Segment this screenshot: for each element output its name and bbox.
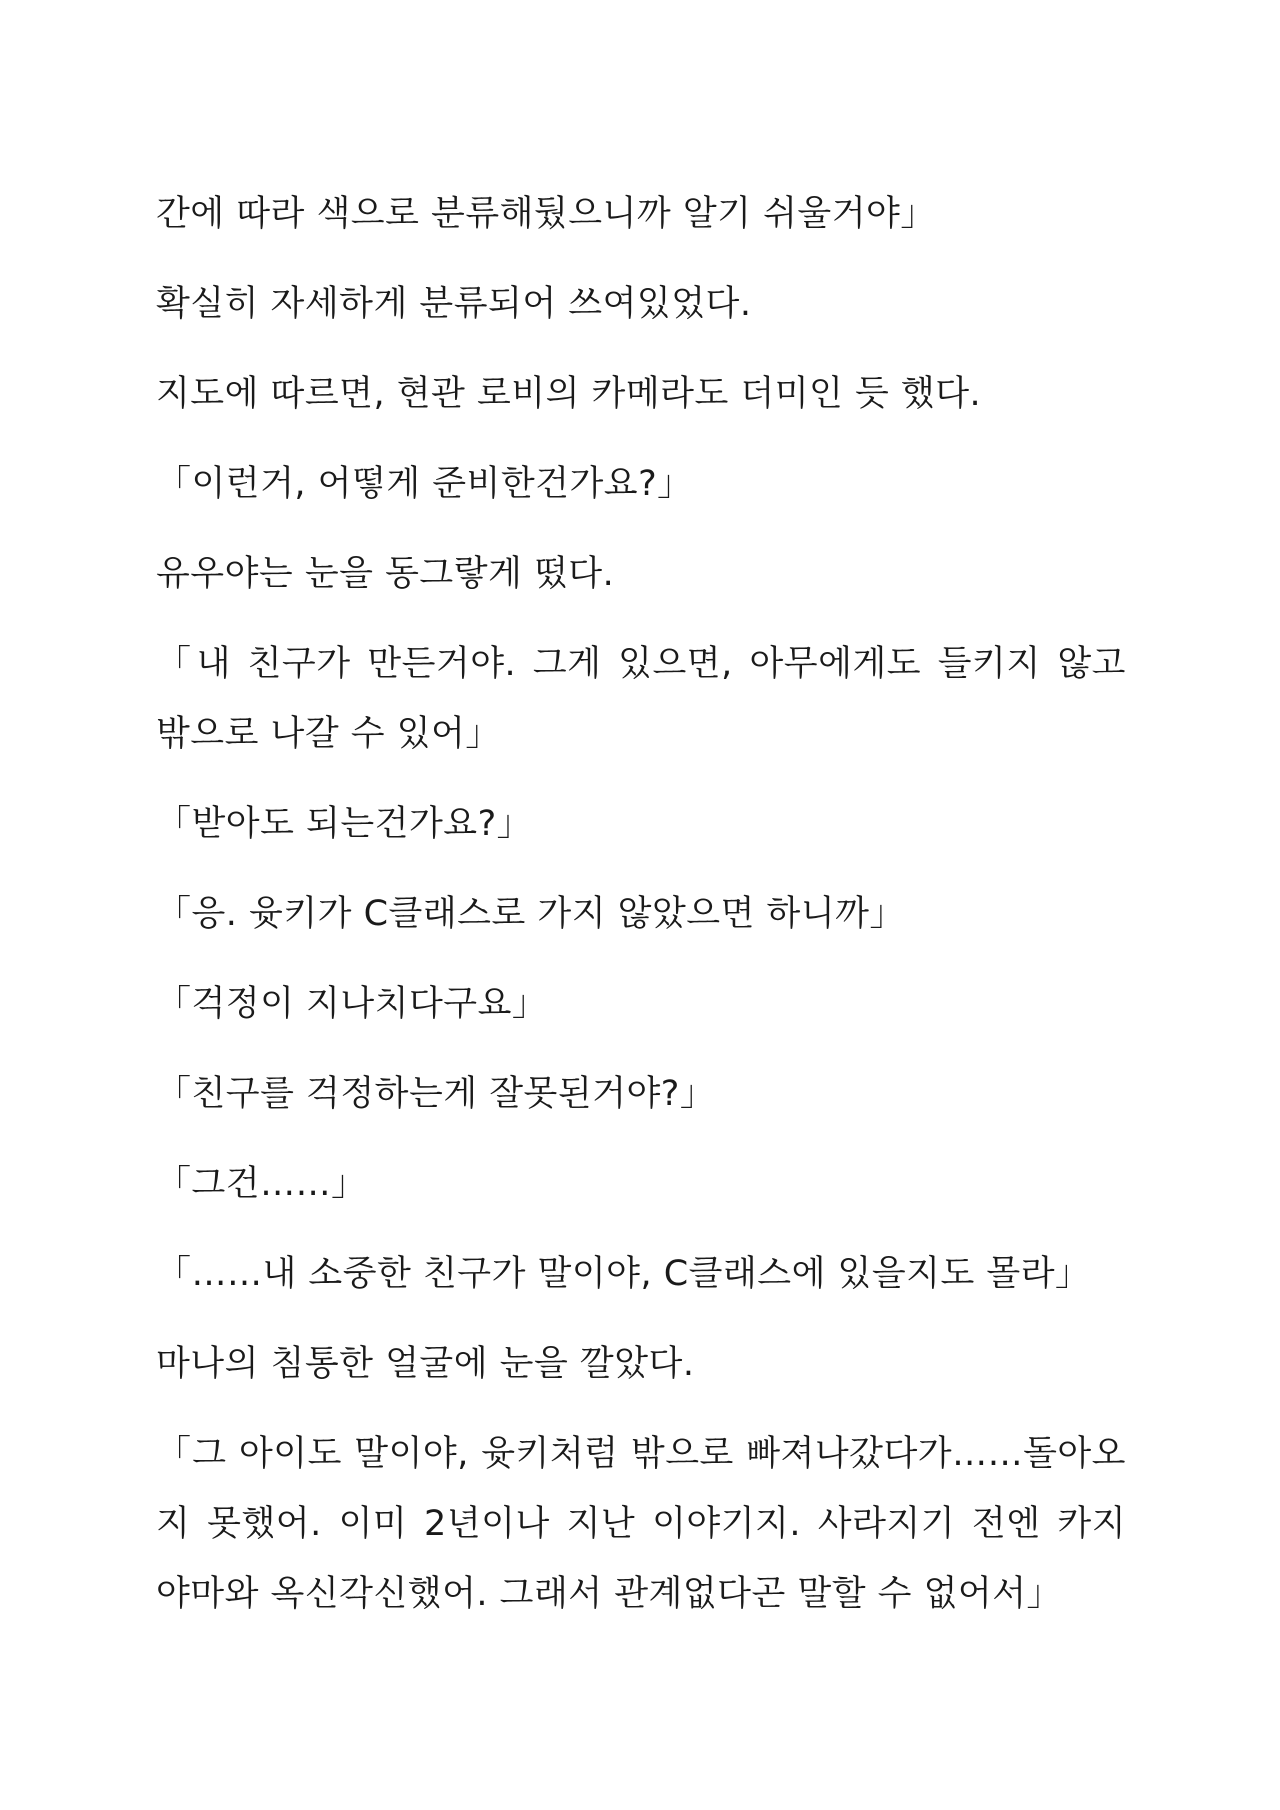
text-line: 「걱정이 지나치다구요」: [156, 984, 548, 1024]
text-line: 밖으로 나갈 수 있어」: [156, 714, 501, 754]
text-line: 지도에 따르면, 현관 로비의 카메라도 더미인 듯 했다.: [156, 374, 982, 414]
text-line: 마나의 침통한 얼굴에 눈을 깔았다.: [156, 1344, 695, 1384]
text-line: 「받아도 되는건가요?」: [156, 804, 533, 844]
text-line: 야마와 옥신각신했어. 그래서 관계없다곤 말할 수 없어서」: [156, 1574, 1063, 1614]
text-line: 「그건……」: [156, 1164, 367, 1204]
text-line: 「친구를 걱정하는게 잘못된거야?」: [156, 1074, 716, 1114]
text-line: 「……내 소중한 친구가 말이야, C클래스에 있을지도 몰라」: [156, 1254, 1091, 1294]
text-line: 확실히 자세하게 분류되어 쓰여있었다.: [156, 284, 752, 324]
text-line: 간에 따라 색으로 분류해뒀으니까 알기 쉬울거야」: [156, 194, 936, 234]
text-line: 「이런거, 어떻게 준비한건가요?」: [156, 464, 693, 504]
text-line: 「응. 윳키가 C클래스로 가지 않았으면 하니까」: [156, 894, 905, 934]
text-line: 「내 친구가 만든거야. 그게 있으면, 아무에게도 들키지 않고: [156, 644, 1126, 684]
text-line: 「그 아이도 말이야, 윳키처럼 밖으로 빠져나갔다가……돌아오: [156, 1434, 1126, 1474]
text-line: 지 못했어. 이미 2년이나 지난 이야기지. 사라지기 전엔 카지: [156, 1504, 1126, 1544]
text-line: 유우야는 눈을 동그랗게 떴다.: [156, 554, 615, 594]
